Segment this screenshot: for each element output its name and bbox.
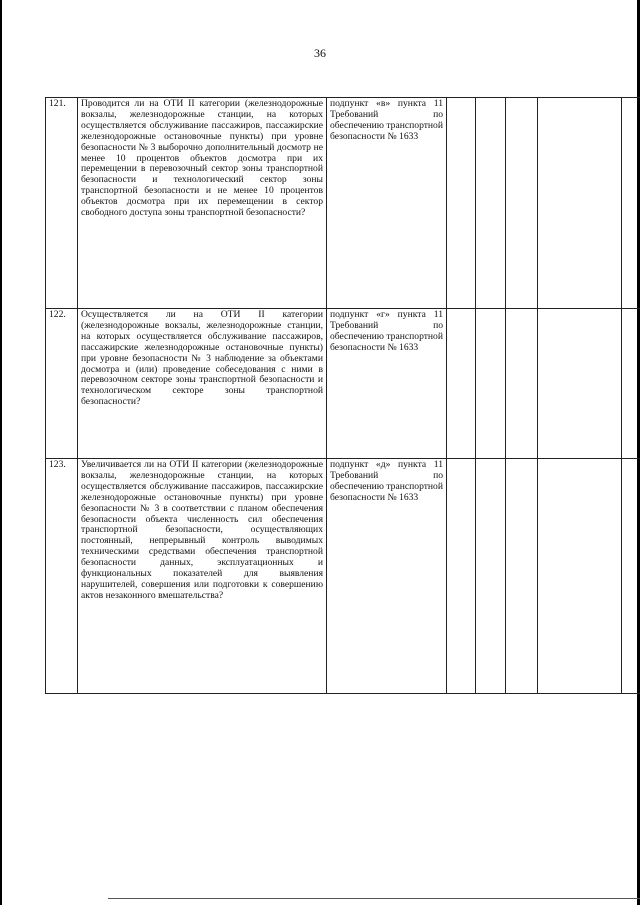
- notes-cell: [538, 98, 622, 309]
- answer-yes-cell: [447, 459, 476, 694]
- answer-na-cell: [506, 309, 538, 459]
- answer-no-cell: [476, 309, 506, 459]
- answer-yes-cell: [447, 98, 476, 309]
- answer-na-cell: [506, 459, 538, 694]
- legal-reference: подпункт «г» пункта 11 Требований по обеспечению транспортной безопасности № 1633: [327, 309, 447, 459]
- extra-cell: [622, 459, 640, 694]
- question-text: Проводится ли на ОТИ II категории (железнодорожные вокзалы, железнодорожные станции, на которых осуществляется обслуживание пассажиров, пассажирские железнодорожные остановочные пункты) при уровне безопасности № 3 выборочно дополнительный досмотр не менее 10 процентов объектов досмотра при их перемещении в перевозочный сектор зоны транспортной безопасности и технологический сектор зоны транспортной безопасности и не менее 10 процентов объектов досмотра при их перемещении в сектор свободного доступа зоны транспортной безопасности?: [78, 98, 327, 309]
- answer-no-cell: [476, 98, 506, 309]
- answer-na-cell: [506, 98, 538, 309]
- page-number: 36: [314, 46, 326, 60]
- answer-no-cell: [476, 459, 506, 694]
- row-number: 122.: [46, 309, 78, 459]
- extra-cell: [622, 98, 640, 309]
- question-text: Осуществляется ли на ОТИ II категории (железнодорожные вокзалы, железнодорожные станции, на которых осуществляется обслуживание пассажиров, пассажирские железнодорожные остановочные пункты) при уровне безопасности № 3 наблюдение за объектами досмотра и (или) проведение собеседования с ними в перевозочном секторе зоны транспортной безопасности и технологическом секторе зоны транспортной безопасности?: [78, 309, 327, 459]
- checklist-table: [45, 97, 640, 694]
- scan-edge-left: [0, 0, 2, 905]
- legal-reference: подпункт «д» пункта 11 Требований по обеспечению транспортной безопасности № 1633: [327, 459, 447, 694]
- table-row: [46, 309, 640, 459]
- notes-cell: [538, 309, 622, 459]
- table-row: [46, 459, 640, 694]
- table-row: [46, 98, 640, 309]
- row-number: 121.: [46, 98, 78, 309]
- row-number: 123.: [46, 459, 78, 694]
- scan-edge-bottom: [108, 898, 640, 899]
- extra-cell: [622, 309, 640, 459]
- notes-cell: [538, 459, 622, 694]
- legal-reference: подпункт «в» пункта 11 Требований по обеспечению транспортной безопасности № 1633: [327, 98, 447, 309]
- answer-yes-cell: [447, 309, 476, 459]
- question-text: Увеличивается ли на ОТИ II категории (железнодорожные вокзалы, железнодорожные станции, на которых осуществляется обслуживание пассажиров, пассажирские железнодорожные остановочные пункты) при уровне безопасности № 3 в соответствии с планом обеспечения безопасности объекта численность сил обеспечения транспортной безопасности, осуществляющих постоянный, непрерывный контроль выводимых техническими средствами обеспечения транспортной безопасности данных, эксплуатационных и функциональных показателей для выявления нарушителей, совершения или подготовки к совершению актов незаконного вмешательства?: [78, 459, 327, 694]
